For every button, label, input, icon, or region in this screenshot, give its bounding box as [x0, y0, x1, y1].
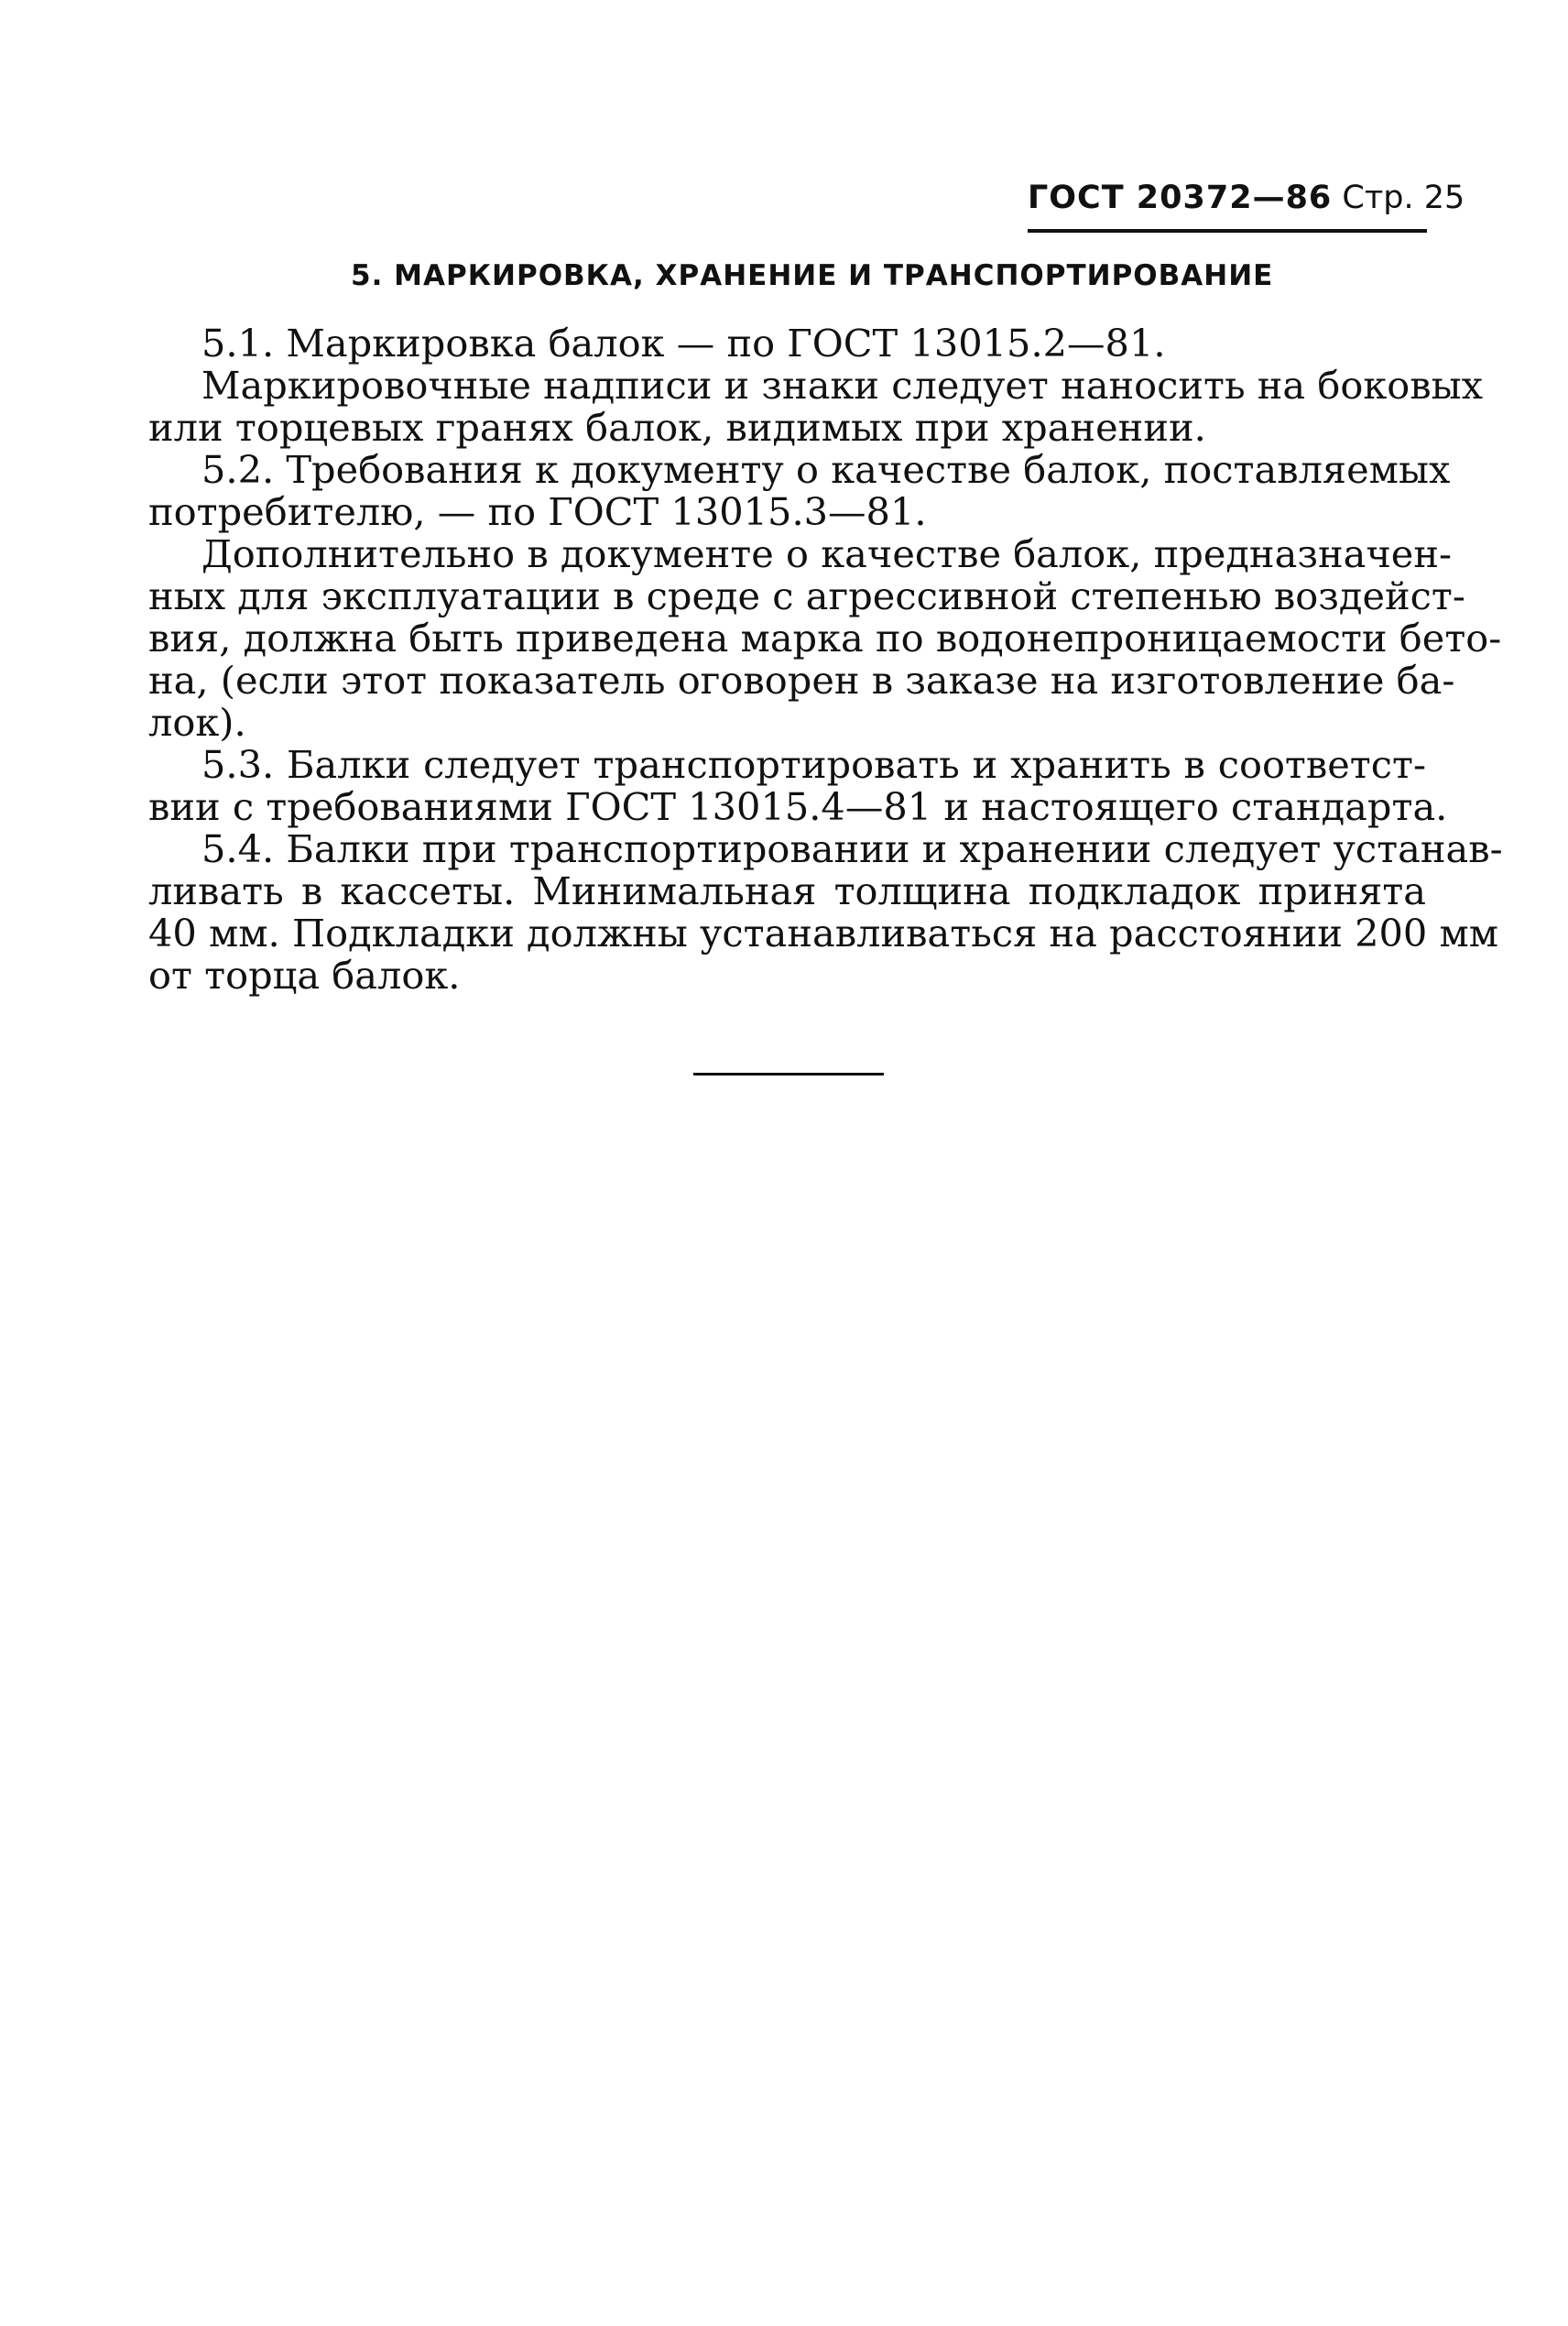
paragraph-line: на, (если этот показатель оговорен в заказе на изготовление ба- [148, 658, 1455, 703]
section-body [148, 321, 1503, 998]
clause-5-3-line: 5.3. Балки следует транспортировать и хранить в соответст- [201, 742, 1426, 787]
paragraph-line: потребителю, — по ГОСТ 13015.3—81. [148, 489, 927, 534]
paragraph-line: вия, должна быть приведена марка по водонепроницаемости бето- [148, 616, 1502, 661]
page-number: Стр. 25 [1342, 180, 1465, 216]
paragraph-line: ных для эксплуатации в среде с агрессивной степенью воздейст- [148, 573, 1465, 618]
document-number: ГОСТ 20372—86 [1028, 180, 1333, 216]
paragraph-line: Дополнительно в документе о качестве балок, предназначен- [201, 531, 1453, 576]
paragraph-line: от торца балок. [148, 953, 461, 998]
clause-5-4-line: 5.4. Балки при транспортировании и хранении следует устанав- [201, 826, 1503, 871]
clause-5-2-line: 5.2. Требования к документу о качестве балок, поставляемых [201, 447, 1451, 492]
end-divider [693, 1073, 884, 1076]
running-header [1028, 180, 1465, 233]
paragraph-line: 40 мм. Подкладки должны устанавливаться на расстоянии 200 мм [148, 911, 1499, 956]
section-heading: 5. МАРКИРОВКА, ХРАНЕНИЕ И ТРАНСПОРТИРОВАНИЕ [351, 259, 1274, 292]
paragraph-line: или торцевых гранях балок, видимых при хранении. [148, 405, 1206, 450]
clause-5-1-line: 5.1. Маркировка балок — по ГОСТ 13015.2—81. [201, 321, 1166, 366]
paragraph-line: лок). [148, 700, 246, 745]
paragraph-line: ливать в кассеты. Минимальная толщина подкладок принята [148, 868, 1426, 913]
paragraph-line: вии с требованиями ГОСТ 13015.4—81 и настоящего стандарта. [148, 784, 1448, 829]
paragraph-line: Маркировочные надписи и знаки следует наносить на боковых [201, 363, 1484, 408]
